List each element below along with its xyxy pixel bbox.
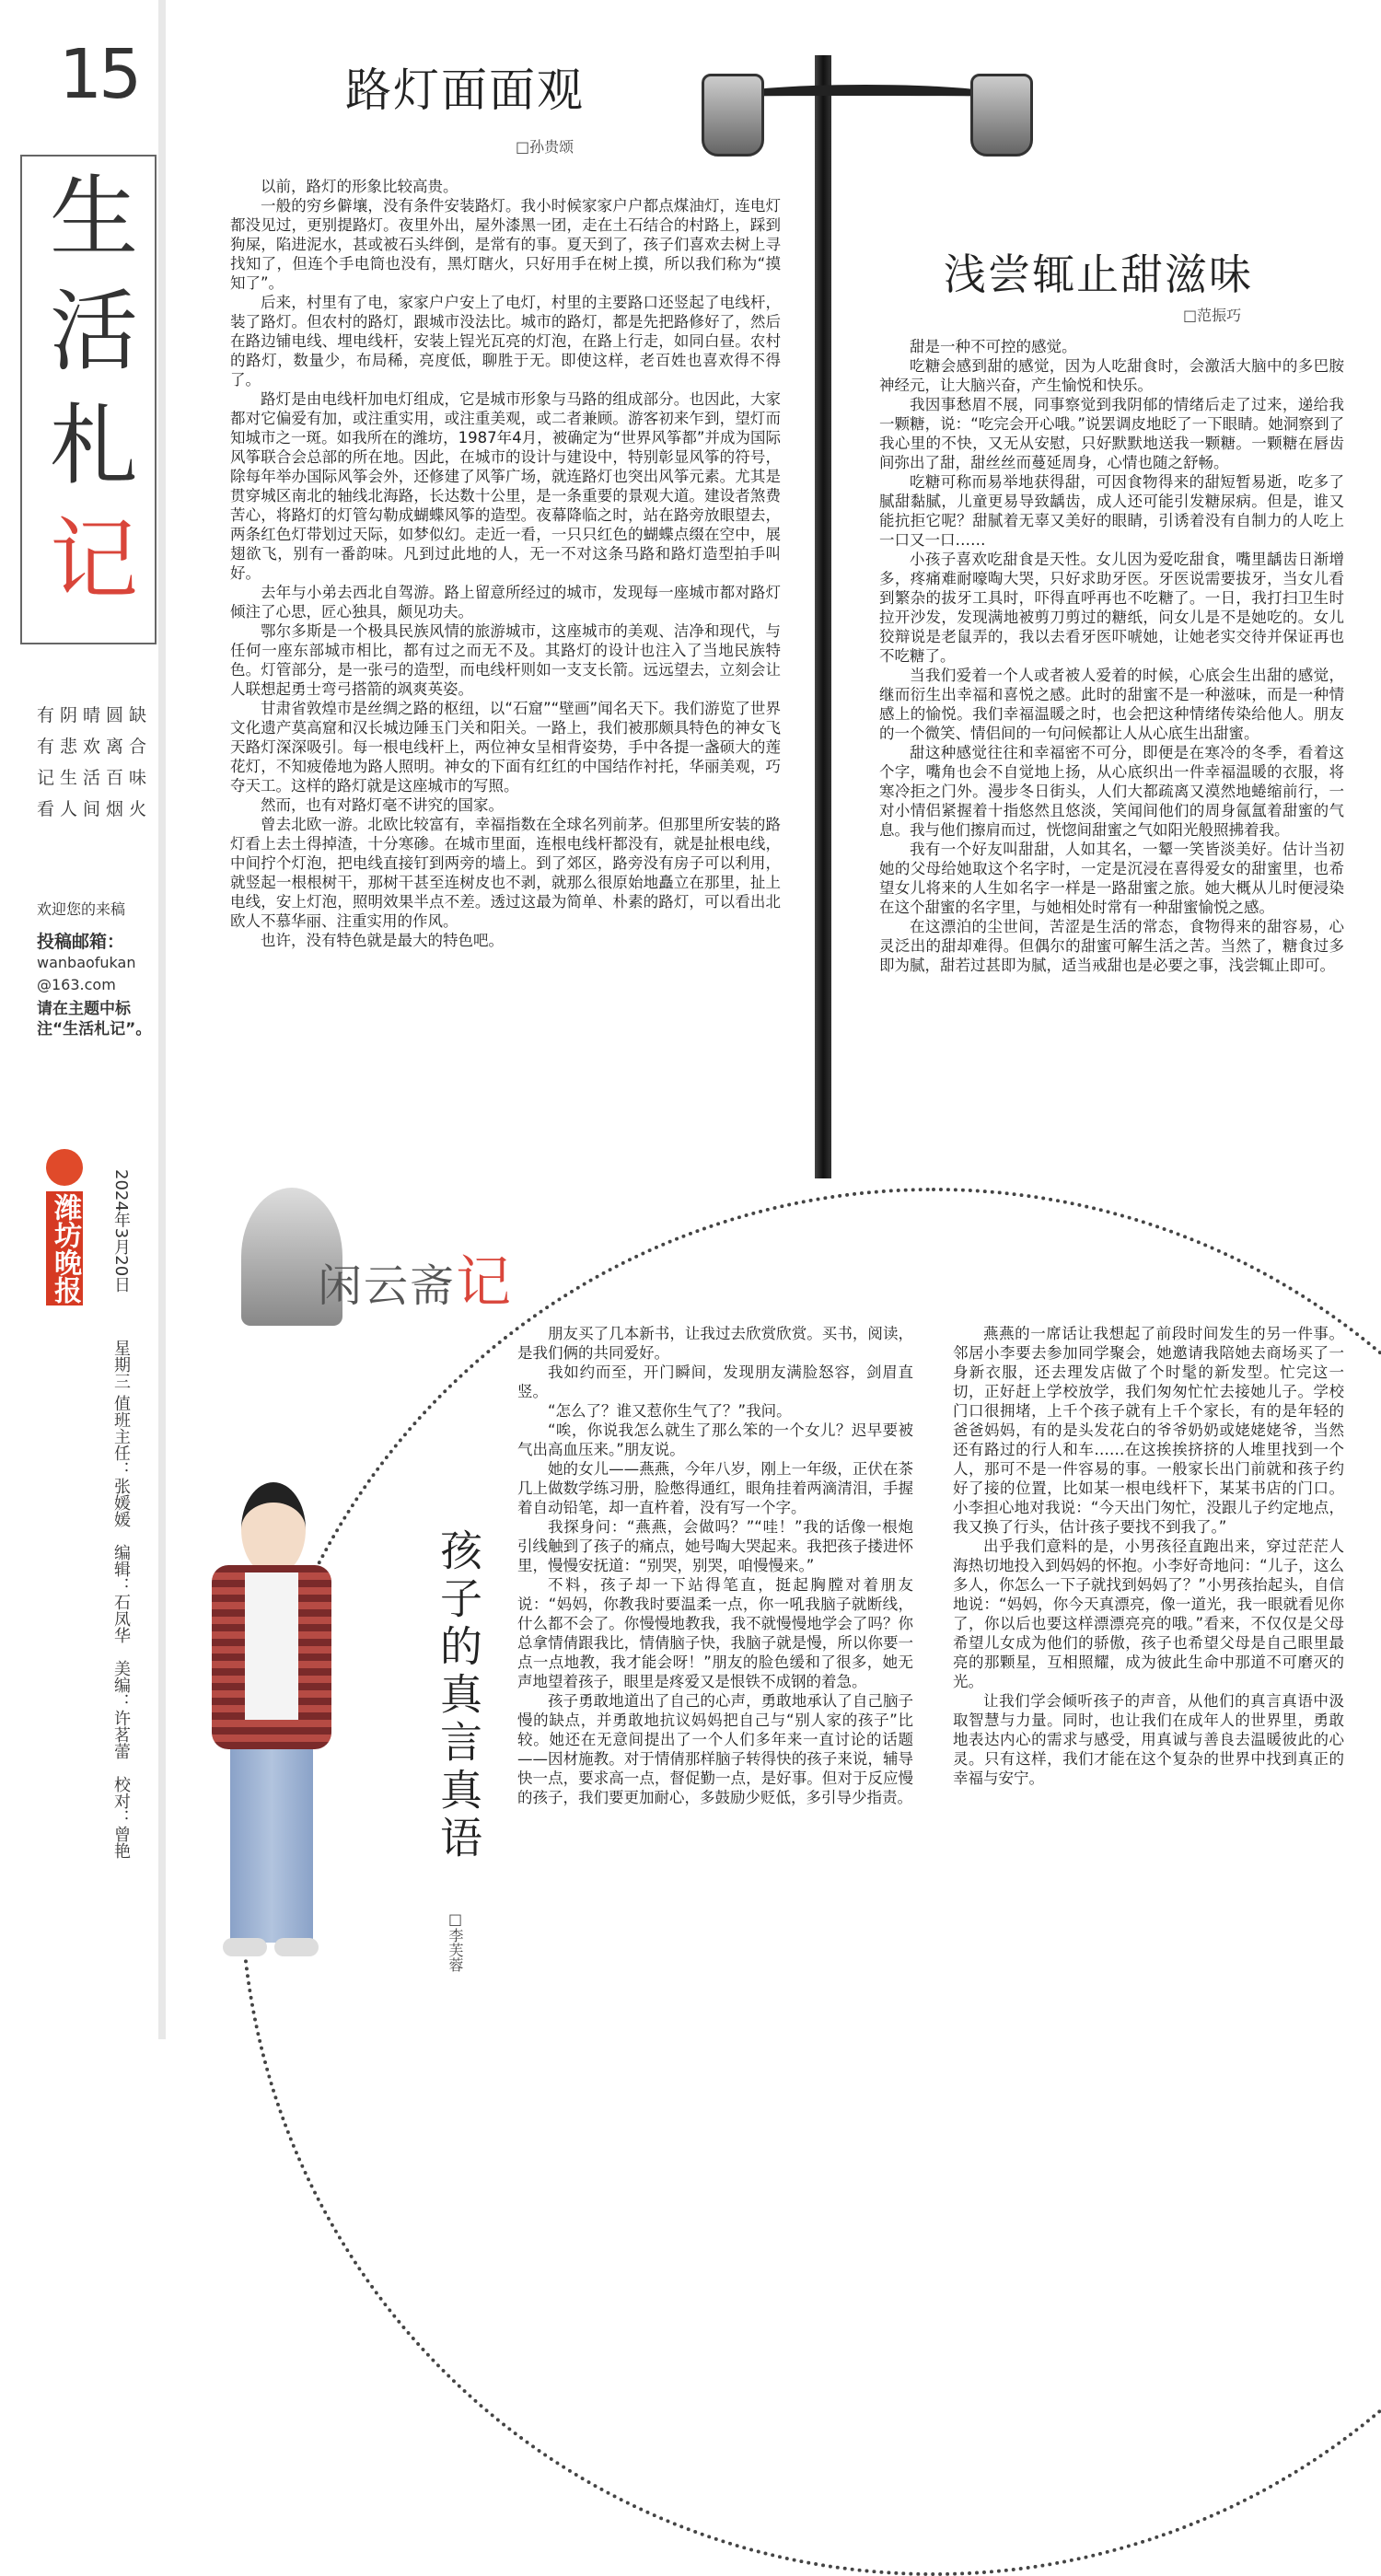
article2-title: 浅尝辄止甜滋味	[944, 249, 1253, 299]
paragraph: 她的女儿——燕燕，今年八岁，刚上一年级，正伏在茶几上做数学练习册，脸憋得通红，眼角挂着两滴清泪，手握着自动铅笔，却一直杵着，没有写一个字。	[517, 1460, 913, 1516]
contribute-email-1[interactable]: wanbaofukan	[37, 954, 136, 971]
article3-col2	[953, 1324, 1344, 1788]
paragraph: 路灯是由电线杆加电灯组成，它是城市形象与马路的组成部分。也因此，大家都对它偏爱有加，或注重实用，或注重美观，或二者兼顾。游客初来乍到，望灯而知城市之一斑。如我所在的潍坊，1987年4月，被确定为“世界风筝都”并成为国际风筝联合会总部的所在地。因此，在城市的设计与建设中，特别彰显风筝的符号，除每年举办国际风筝会外，还修建了风筝广场，就连路灯也突出风筝元素。尤其是贯穿城区南北的轴线北海路，长达数十公里，是一条重要的景观大道。建设者煞费苦心，将路灯的灯管勾勒成蝴蝶风筝的造型。夜幕降临之时，站在路旁放眼望去，两条红色灯带划过天际，如梦似幻。走近一看，一只只红色的蝴蝶点缀在空中，展翅欲飞，别有一番韵味。凡到过此地的人，无一不对这条马路和路灯造型拍手叫好。	[230, 390, 781, 582]
paragraph: 然而，也有对路灯毫不讲究的国家。	[261, 796, 504, 814]
issue-weekday: 星期三	[111, 1340, 131, 1389]
article3-title: 孩子的真言真语	[434, 1528, 483, 1863]
paragraph: 甜这种感觉往往和幸福密不可分，即便是在寒冷的冬季，看着这个字，嘴角也会不自觉地上扬，从心底织出一件幸福温暖的衣服，将寒冷拒之门外。漫步冬日街头，人们大都疏离又漠然地蜷缩前行，一对小情侣紧握着十指悠然且悠淡，笑闻间他们的周身氤氲着甜蜜的气息。我与他们擦肩而过，恍惚间甜蜜之气如阳光般照拂着我。	[879, 744, 1344, 839]
paragraph: 一般的穷乡僻壤，没有条件安装路灯。我小时候家家户户都点煤油灯，连电灯都没见过，更别提路灯。夜里外出，屋外漆黑一团，走在土石结合的村路上，踩到狗屎，陷进泥水，甚或被石头绊倒，是常有的事。夏天到了，孩子们喜欢去树上寻找知了，但连个手电筒也没有，黑灯瞎火，只好用手在树上摸，所以我们称为“摸知了”。	[230, 197, 781, 292]
article3-author: □李芙蓉	[447, 1910, 464, 1972]
column-title-box	[20, 155, 157, 644]
paragraph: 甘肃省敦煌市是丝绸之路的枢纽，以“石窟”“壁画”闻名天下。我们游览了世界文化遗产莫高窟和汉长城边陲玉门关和阳关。一路上，我们被那颇具特色的神女飞天路灯深深吸引。每一根电线杆上，两位神女呈相背姿势，手中各提一盏硕大的莲花灯，不知疲倦地为路人照明。神女的下面有红红的中国结作衬托，华丽美观，巧夺天工。这样的路灯就是这座城市的写照。	[230, 700, 781, 795]
lamp-head-icon	[970, 74, 1033, 157]
column-sidebar	[0, 0, 166, 2039]
lamp-head-icon	[702, 74, 764, 157]
paragraph: 后来，村里有了电，家家户户安上了电灯，村里的主要路口还竖起了电线杆，装了路灯。但农村的路灯，跟城市没法比。城市的路灯，都是先把路修好了，然后在路边铺电线、埋电线杆，安装上锃光瓦亮的灯泡，在路上行走，如同白昼。农村的路灯，数量少，布局稀，亮度低，聊胜于无。即使这样，老百姓也喜欢得不得了。	[230, 294, 781, 389]
article1-body	[230, 177, 781, 950]
paragraph: 吃糖会感到甜的感觉，因为人吃甜食时，会激活大脑中的多巴胺神经元，让大脑兴奋，产生愉悦和快乐。	[879, 357, 1344, 394]
contribute-email-label: 投稿邮箱：	[37, 932, 125, 952]
article1-title: 路灯面面观	[345, 64, 585, 117]
issue-date: 2024年3月20日	[111, 1169, 131, 1294]
column-poem-line: 有阴晴圆缺	[37, 705, 153, 725]
logo-mark-icon	[46, 1149, 83, 1186]
article3-col1	[517, 1324, 913, 1807]
paragraph: 我如约而至，开门瞬间，发现朋友满脸怒容，剑眉直竖。	[517, 1363, 913, 1400]
staff-credits: 值班主任：张媛媛 编辑：石凤华 美编：许茗蕾 校对：曾艳	[111, 1395, 131, 1859]
paragraph: “怎么了？谁又惹你生气了？”我问。	[548, 1402, 792, 1420]
paragraph: “唉，你说我怎么就生了那么笨的一个女儿？迟早要被气出高血压来。”朋友说。	[517, 1421, 913, 1458]
article2-body	[879, 337, 1344, 975]
column-poem-line: 记生活百味	[37, 768, 153, 788]
paragraph: 朋友买了几本新书，让我过去欣赏欣赏。买书，阅读，是我们俩的共同爱好。	[517, 1325, 913, 1362]
paragraph: 不料，孩子却一下站得笔直，挺起胸膛对着朋友说：“妈妈，你教我时要温柔一点，你一吼我脑子就断线，什么都不会了。你慢慢地教我，我不就慢慢地学会了吗？你总拿情倩跟我比，情倩脑子快，我脑子就是慢，所以你要一点一点地教，我才能会呀！”朋友的脸色缓和了很多，她无声地望着孩子，眼里是疼爱又是恨铁不成钢的着急。	[517, 1576, 913, 1690]
street-lamp-icon	[815, 55, 831, 1178]
paragraph: 出乎我们意料的是，小男孩径直跑出来，穿过茫茫人海热切地投入到妈妈的怀抱。小李好奇地问：“儿子，这么多人，你怎么一下子就找到妈妈了？”小男孩抬起头，自信地说：“妈妈，你今天真漂亮，像一道光，我一眼就看见你了，你以后也要这样漂漂亮亮的哦。”看来，不仅仅是父母希望儿女成为他们的骄傲，孩子也希望父母是自己眼里最亮的那颗星，互相照耀，成为彼此生命中那道不可磨灭的光。	[953, 1537, 1344, 1690]
newspaper-logo	[46, 1149, 87, 1305]
contribute-note: 请在主题中标注“生活札记”。	[37, 1000, 152, 1039]
contribute-email-2[interactable]: @163.com	[37, 976, 116, 993]
lamp-arm	[727, 85, 1004, 109]
paragraph: 我因事愁眉不展，同事察觉到我阴郁的情绪后走了过来，递给我一颗糖，说：“吃完会开心哦。”说罢调皮地眨了一下眼睛。她洞察到了我心里的不快，又无从安慰，只好默默地送我一颗糖。一颗糖在唇齿间弥出了甜，甜丝丝而蔓延周身，心情也随之舒畅。	[879, 396, 1344, 471]
article2-author: □范振巧	[1183, 307, 1242, 324]
paragraph: 曾去北欧一游。北欧比较富有，幸福指数在全球名列前茅。但那里所安装的路灯看上去土得掉渣，十分寒碜。在城市里面，连根电线杆都没有，就是扯根电线，中间拧个灯泡，把电线直接钉到两旁的墙上。到了郊区，路旁没有房子可以利用，就竖起一根根树干，那树干甚至连树皮也不剥，就那么很原始地矗立在那里，扯上电线，安上灯泡，照明效果半点不差。透过这最为简单、朴素的路灯，可以看出北欧人不慕华丽、注重实用的作风。	[230, 816, 781, 930]
paragraph: 也许，没有特色就是最大的特色吧。	[261, 932, 504, 949]
page-number: 15	[59, 35, 139, 114]
column-title-char: 生	[50, 166, 138, 269]
paragraph: 鄂尔多斯是一个极具民族风情的旅游城市，这座城市的美观、洁净和现代，与任何一座东部城市相比，都有过之而无不及。其路灯的设计也注入了当地民族特色。灯管部分，是一张弓的造型，而电线杆则如一支支长箭。远远望去，立刻会让人联想起勇士弯弓搭箭的飒爽英姿。	[230, 622, 781, 698]
column-poem-line: 看人间烟火	[37, 799, 153, 819]
paragraph: 当我们爱着一个人或者被人爱着的时候，心底会生出甜的感觉，继而衍生出幸福和喜悦之感。此时的甜蜜不是一种滋味，而是一种情感上的愉悦。我们幸福温暖之时，也会把这种情绪传染给他人。朋友的一个微笑、情侣间的一句问候都让人从心底生出甜蜜。	[879, 667, 1344, 742]
newspaper-name: 潍坊晚报	[46, 1191, 83, 1305]
article1-author: □孙贵颂	[516, 138, 574, 156]
contribute-welcome: 欢迎您的来稿	[37, 900, 126, 918]
paragraph: 去年与小弟去西北自驾游。路上留意所经过的城市，发现每一座城市都对路灯倾注了心思，匠心独具，颇见功夫。	[230, 584, 781, 621]
xianyun-column-logo	[318, 1238, 513, 1317]
xianyun-prefix: 闲云斋	[318, 1260, 457, 1312]
xianyun-suffix: 记	[456, 1250, 514, 1315]
paragraph: 在这漂泊的尘世间，苦涩是生活的常态，食物得来的甜容易，心灵泛出的甜却难得。但偶尔的甜蜜可解生活之苦。当然了，糖食过多即为腻，甜若过甚即为腻，适当戒甜也是必要之事，浅尝辄止即可。	[879, 918, 1344, 974]
column-title-char: 札	[50, 394, 138, 497]
column-title-char-accent: 记	[50, 508, 138, 611]
column-title-char: 活	[50, 280, 138, 383]
paragraph: 孩子勇敢地道出了自己的心声，勇敢地承认了自己脑子慢的缺点，并勇敢地抗议妈妈把自己与“别人家的孩子”比较。她还在无意间提出了一个人们多年来一直讨论的话题——因材施教。对于情倩那样脑子转得快的孩子来说，辅导快一点，要求高一点，督促勤一点，是好事。但对于反应慢的孩子，我们要更加耐心，多鼓励少贬低，多引导少指责。	[517, 1692, 913, 1806]
paragraph: 我有一个好友叫甜甜，人如其名，一颦一笑皆淡美好。估计当初她的父母给她取这个名字时，一定是沉浸在喜得爱女的甜蜜里，也希望女儿将来的人生如名字一样是一路甜蜜之旅。她大概从儿时便浸染在这个甜蜜的名字里，与她相处时常有一种甜蜜愉悦之感。	[879, 841, 1344, 916]
paragraph: 让我们学会倾听孩子的声音，从他们的真言真语中汲取智慧与力量。同时，也让我们在成年人的世界里，勇敢地表达内心的需求与感受，用真诚与善良去温暖彼此的心灵。只有这样，我们才能在这个复杂的世界中找到真正的幸福与安宁。	[953, 1692, 1344, 1787]
paragraph: 我探身问：“燕燕，会做吗？”“哇！”我的话像一根炮引线触到了孩子的痛点，她号啕大哭起来。我把孩子搂进怀里，慢慢安抚道：“别哭，别哭，咱慢慢来。”	[517, 1518, 913, 1574]
boy-illustration-icon	[166, 1473, 377, 1989]
paragraph: 吃糖可称而易举地获得甜，可因食物得来的甜短暂易逝，吃多了腻甜黏腻，儿童更易导致龋齿，成人还可能引发糖尿病。但是，谁又能抗拒它呢？甜腻着无辜又美好的眼睛，引诱着没有自制力的人吃上一口又一口……	[879, 473, 1344, 549]
paragraph: 以前，路灯的形象比较高贵。	[261, 178, 458, 195]
paragraph: 甜是一种不可控的感觉。	[910, 338, 1077, 355]
paragraph: 燕燕的一席话让我想起了前段时间发生的另一件事。邻居小李要去参加同学聚会，她邀请我陪她去商场买了一身新衣服，还去理发店做了个时髦的新发型。忙完这一切，正好赶上学校放学，我们匆匆忙忙去接她儿子。学校门口很拥堵，上千个孩子就有上千个家长，有的是年轻的爸爸妈妈，有的是头发花白的爷爷奶奶或姥姥姥爷，当然还有路过的行人和车……在这挨挨挤挤的人堆里找到一个人，那可不是一件容易的事。一般家长出门前就和孩子约好了接的位置，比如某一根电线杆下，某某书店的门口。小李担心地对我说：“今天出门匆忙，没跟儿子约定地点，我又换了行头，估计孩子要找不到我了。”	[953, 1325, 1344, 1536]
column-poem-line: 有悲欢离合	[37, 737, 153, 757]
paragraph: 小孩子喜欢吃甜食是天性。女儿因为爱吃甜食，嘴里龋齿日渐增多，疼痛难耐嚎啕大哭，只好求助牙医。牙医说需要拔牙，当女儿看到繁杂的拔牙工具时，吓得直呼再也不吃糖了。一日，我打扫卫生时拉开沙发，发现满地被剪刀剪过的糖纸，问女儿是不是她吃的。女儿狡辩说是老鼠弄的，我以去看牙医吓唬她，让她老实交待并保证再也不吃糖了。	[879, 551, 1344, 665]
